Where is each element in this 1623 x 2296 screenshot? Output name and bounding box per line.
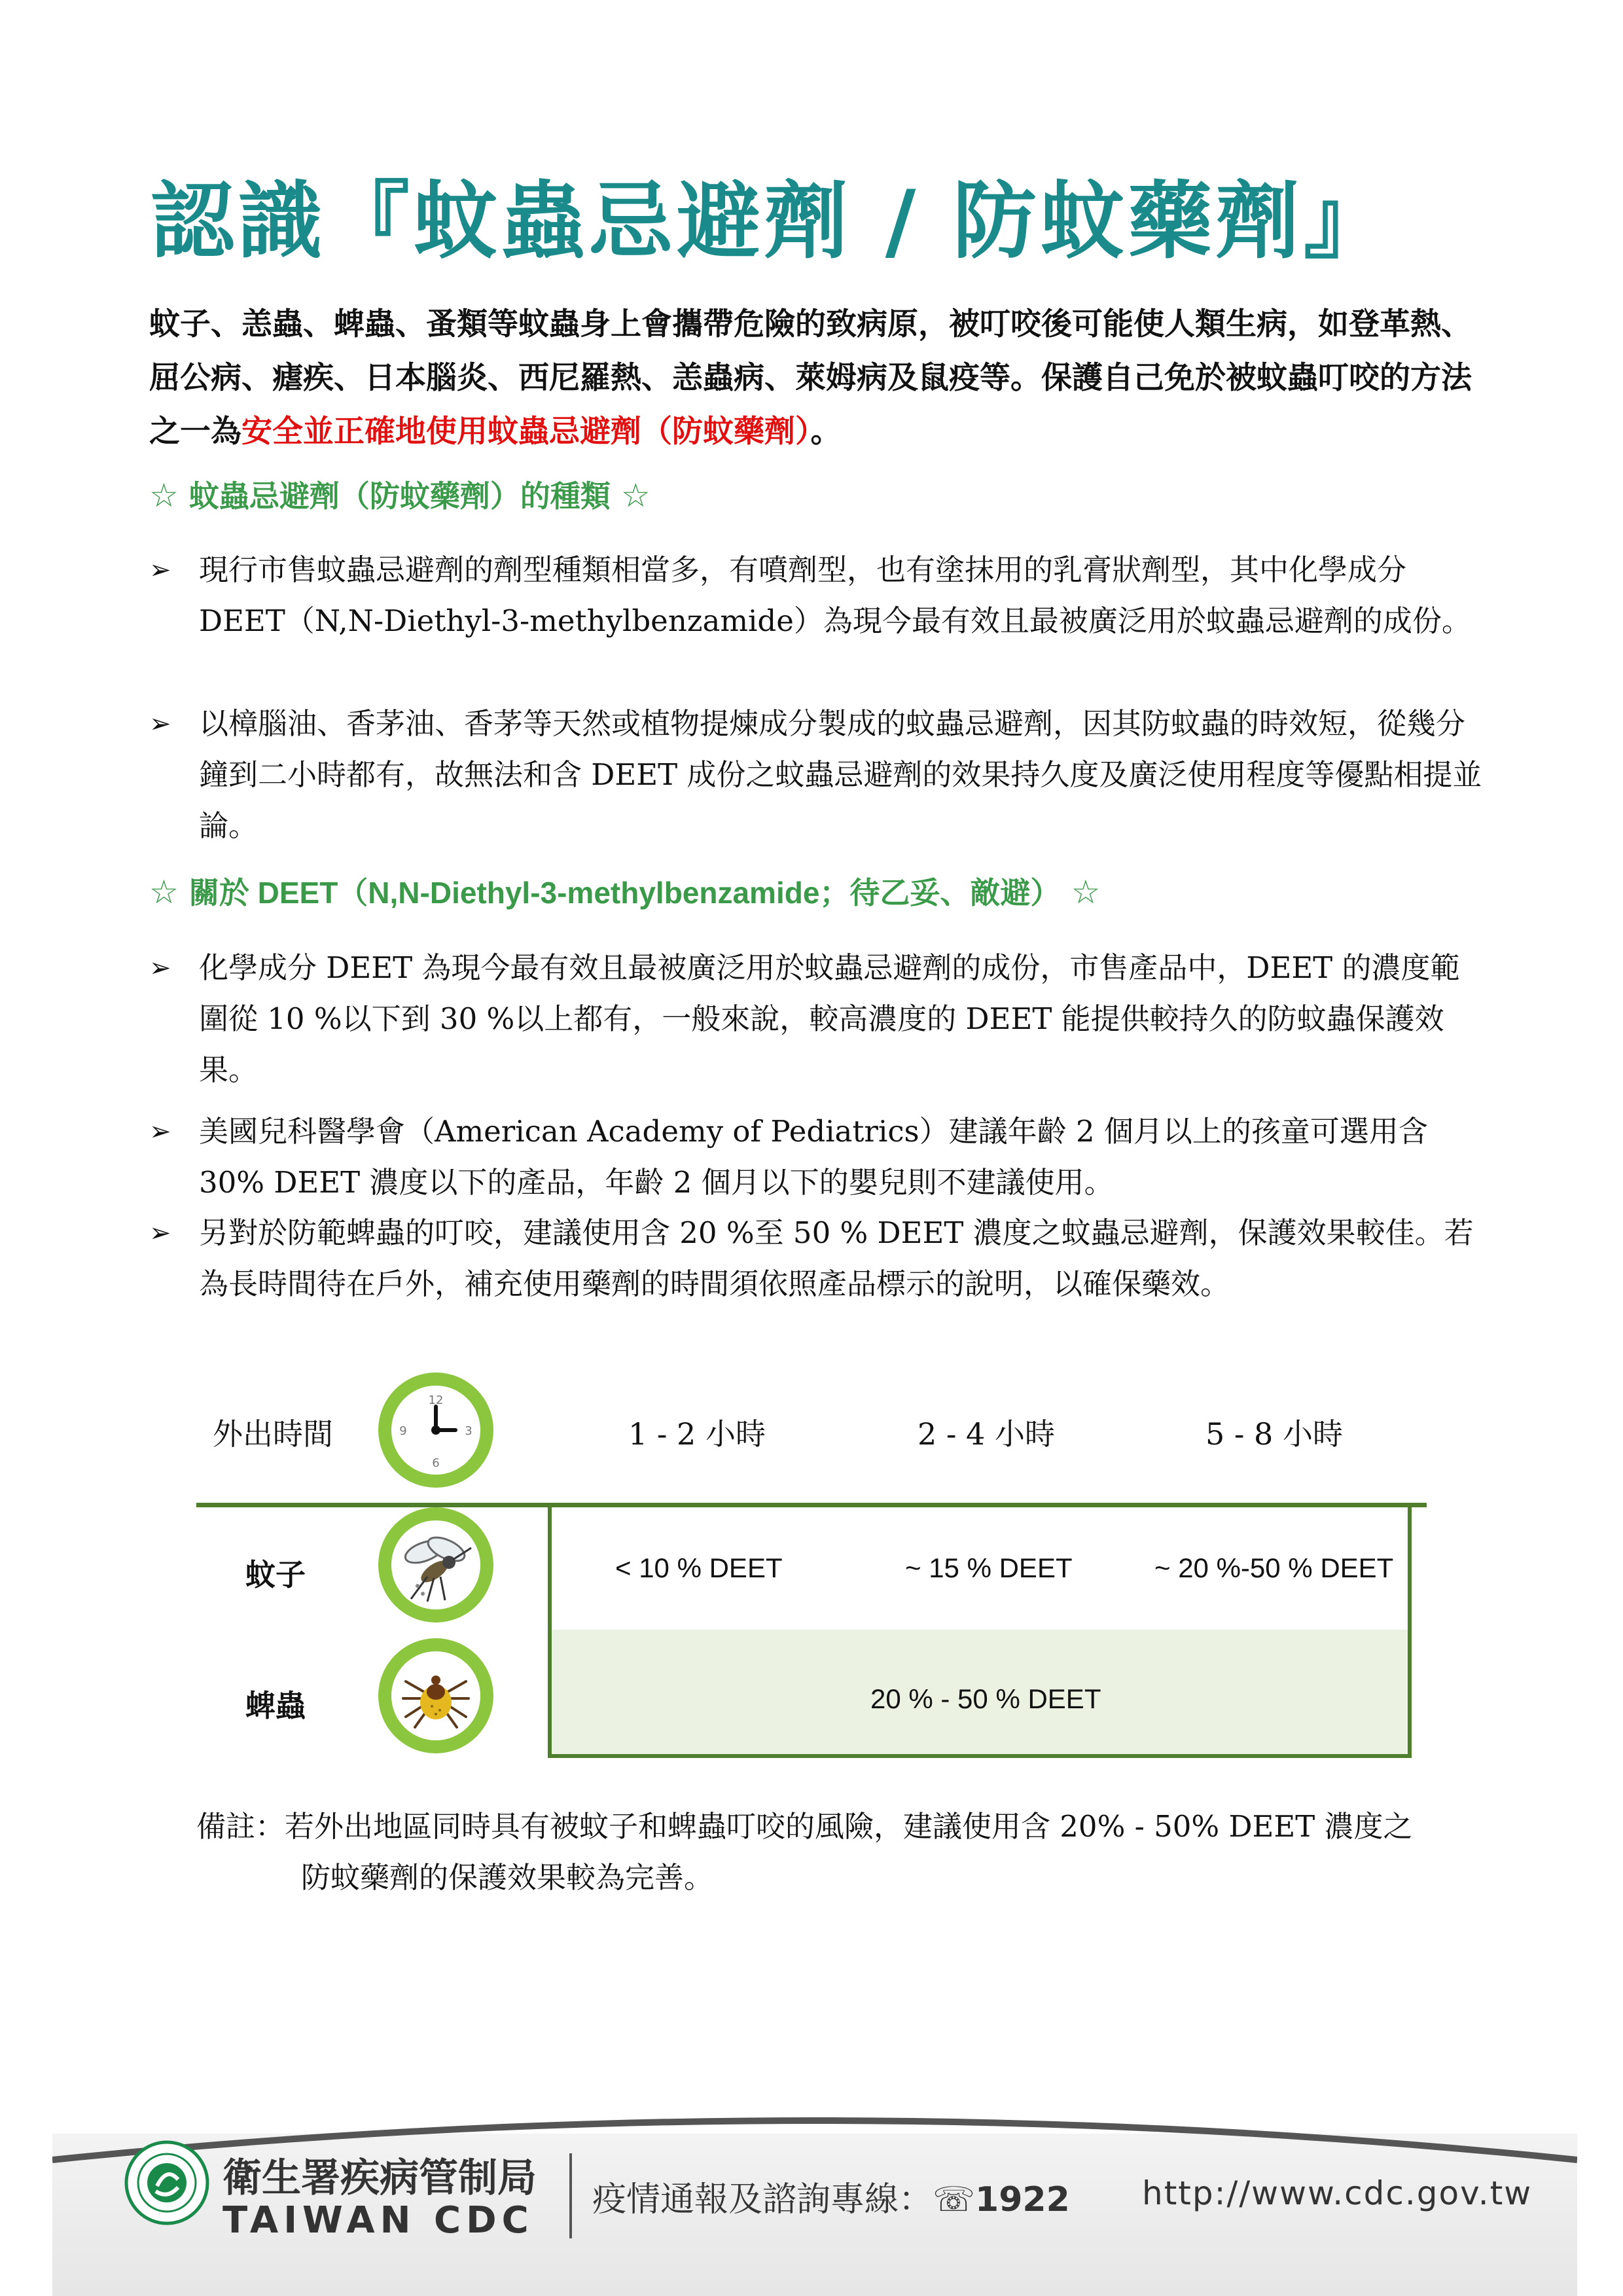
section-title-text: 關於 DEET（N,N-Diethyl-3-methylbenzamide；待乙妥、敵避） — [188, 876, 1061, 910]
table-border — [548, 1505, 1412, 1758]
section-title-deet — [149, 869, 1100, 912]
arrow-bullet-icon: ➢ — [149, 1117, 171, 1147]
star-icon: ☆ — [620, 476, 651, 514]
cell-mosquito-5-8h: ~ 20 %-50 % DEET — [1154, 1552, 1394, 1583]
intro-paragraph — [149, 298, 1478, 459]
mosquito-icon — [378, 1507, 493, 1623]
clock-number-12: 12 — [428, 1393, 444, 1407]
intro-end: 。 — [810, 414, 842, 450]
intro-text: 蚊子、恙蟲、蜱蟲、蚤類等蚊蟲身上會攜帶危險的致病原，被叮咬後可能使人類生病，如登革熱、屈公病、瘧疾、日本腦炎、西尼羅熱、恙蟲病、萊姆病及鼠疫等。保護自己免於被蚊蟲叮咬的方法之一為 — [149, 306, 1472, 450]
bullet-item — [149, 545, 1484, 647]
column-header-5-8h: 5 - 8 小時 — [1205, 1416, 1343, 1452]
bullet-text: 美國兒科醫學會（American Academy of Pediatrics）建議年齡 2 個月以上的孩童可選用含 30% DEET 濃度以下的產品，年齡 2 個月以下的嬰兒則不建議使用。 — [199, 1114, 1428, 1200]
footer-divider — [569, 2153, 572, 2238]
star-icon: ☆ — [149, 476, 179, 514]
section-title-types — [149, 473, 651, 516]
clock-number-3: 3 — [465, 1424, 473, 1438]
note-line-2: 防蚊藥劑的保護效果較為完善。 — [301, 1860, 714, 1895]
note — [196, 1801, 1479, 1903]
bullet-text: 以樟腦油、香茅油、香茅等天然或植物提煉成分製成的蚊蟲忌避劑，因其防蚊蟲的時效短，從幾分鐘到二小時都有，故無法和含 DEET 成份之蚊蟲忌避劑的效果持久度及廣泛使用程度等優點相提並論。 — [199, 706, 1482, 843]
hotline-number: 1922 — [975, 2180, 1070, 2219]
clock-number-9: 9 — [399, 1424, 407, 1438]
row-label-mosquito: 蚊子 — [245, 1557, 306, 1592]
table-header-label: 外出時間 — [213, 1416, 333, 1452]
bullet-item — [149, 942, 1484, 1096]
star-icon: ☆ — [149, 873, 179, 911]
section-title-text: 蚊蟲忌避劑（防蚊藥劑）的種類 — [188, 478, 611, 514]
bullet-item — [149, 1106, 1484, 1208]
row-label-tick: 蜱蟲 — [245, 1688, 306, 1723]
website-link[interactable]: http://www.cdc.gov.tw — [1142, 2174, 1533, 2212]
clock-number-6: 6 — [432, 1456, 440, 1470]
bullet-text: 現行市售蚊蟲忌避劑的劑型種類相當多，有噴劑型，也有塗抹用的乳膏狀劑型，其中化學成分 DEET（N,N-Diethyl-3-methylbenzamide）為現今最有效且最被廣泛用於蚊蟲忌避劑的成份。 — [199, 552, 1471, 638]
arrow-bullet-icon: ➢ — [149, 555, 171, 585]
bullet-text: 化學成分 DEET 為現今最有效且最被廣泛用於蚊蟲忌避劑的成份，市售產品中，DEET 的濃度範圍從 10 %以下到 30 %以上都有，一般來說，較高濃度的 DEET 能提供較持久的防蚊蟲保護效果。 — [199, 950, 1460, 1087]
cell-tick-all: 20 % - 50 % DEET — [870, 1683, 1101, 1714]
clock-icon — [378, 1372, 493, 1488]
intro-highlight: 安全並正確地使用蚊蟲忌避劑（防蚊藥劑） — [241, 414, 811, 450]
bullet-text: 另對於防範蜱蟲的叮咬，建議使用含 20 %至 50 % DEET 濃度之蚊蟲忌避劑，保護效果較佳。若為長時間待在戶外，補充使用藥劑的時間須依照產品標示的說明，以確保藥效。 — [199, 1215, 1474, 1301]
hotline-label: 疫情通報及諮詢專線： — [592, 2180, 933, 2219]
arrow-bullet-icon: ➢ — [149, 709, 171, 739]
column-header-2-4h: 2 - 4 小時 — [918, 1416, 1055, 1452]
phone-icon: ☏ — [933, 2180, 976, 2219]
cell-mosquito-2-4h: ~ 15 % DEET — [905, 1552, 1073, 1583]
cdc-logo-icon — [124, 2140, 209, 2225]
bullet-item — [149, 698, 1484, 852]
column-header-1-2h: 1 - 2 小時 — [628, 1416, 766, 1452]
page-title: 認識『蚊蟲忌避劑 / 防蚊藥劑』 — [151, 172, 1391, 270]
cell-mosquito-1-2h: < 10 % DEET — [615, 1552, 783, 1583]
hotline — [592, 2172, 1070, 2221]
bullet-item — [149, 1208, 1484, 1310]
arrow-bullet-icon: ➢ — [149, 1218, 171, 1248]
org-name-en: TAIWAN CDC — [223, 2199, 534, 2242]
note-line-1: 備註：若外出地區同時具有被蚊子和蜱蟲叮咬的風險，建議使用含 20% - 50% DEET 濃度之 — [196, 1809, 1413, 1844]
arrow-bullet-icon: ➢ — [149, 953, 171, 983]
star-icon: ☆ — [1071, 873, 1101, 911]
tick-icon — [378, 1638, 493, 1753]
org-name-zh: 衛生署疾病管制局 — [223, 2155, 537, 2201]
